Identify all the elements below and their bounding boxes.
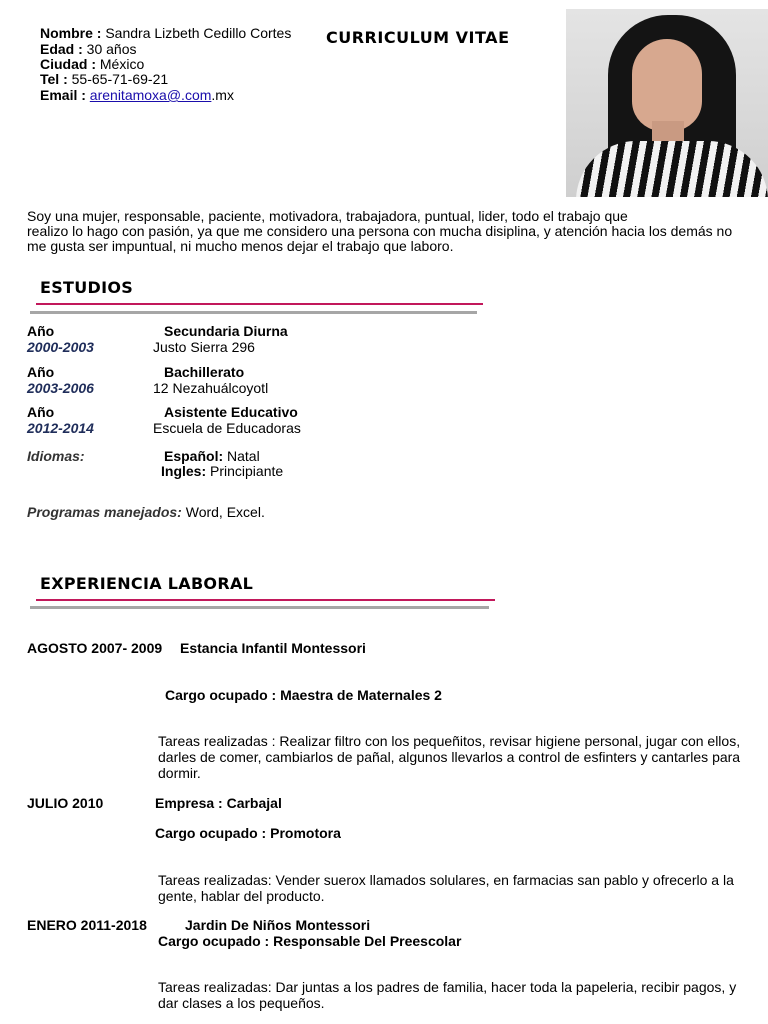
experiencia-rule-gray [30,606,489,609]
estudio-3-years: 2012-2014 [27,420,94,436]
email-label: Email : [40,87,86,103]
idiomas-label: Idiomas: [27,448,85,464]
contact-ciudad [40,56,144,72]
estudios-heading: ESTUDIOS [40,278,134,297]
edad-label: Edad : [40,41,83,57]
email-link[interactable]: arenitamoxa@.com [89,87,212,103]
experiencia-rule-pink [36,599,495,601]
estudio-1-school: Justo Sierra 296 [153,339,255,355]
job-1-company: Estancia Infantil Montessori [180,640,366,656]
idioma-espanol [164,448,260,464]
estudio-1-year-label: Año [27,323,55,339]
job-1-tareas: Tareas realizadas : Realizar filtro con los pequeñitos, revisar higiene personal, jugar con ellos, darles de comer, cambiarlos de pañal, algunos llevarlos a control de esfinters y cantarles para dormir. [158,733,741,781]
estudio-2-year-label: Año [27,364,55,380]
contact-edad [40,41,137,57]
contact-nombre [40,25,291,41]
job-1-date: AGOSTO 2007- 2009 [27,640,163,656]
idioma-2-level: Principiante [210,463,284,479]
job-3-tareas: Tareas realizadas: Dar juntas a los padres de familia, hacer toda la papeleria, recibir pagos, y dar clases a los pequeños. [158,979,737,1011]
tel-value: 55-65-71-69-21 [71,71,169,87]
page-title: CURRICULUM VITAE [326,28,510,47]
tel-label: Tel : [40,71,68,87]
job-2-company: Empresa : Carbajal [155,795,282,811]
summary-line-3: me gusta ser impuntual, ni mucho menos dejar el trabajo que laboro. [27,238,454,254]
experiencia-heading: EXPERIENCIA LABORAL [40,574,254,593]
estudio-2-level: Bachillerato [164,364,245,380]
job-3-company: Jardin De Niños Montessori [185,917,371,933]
estudio-3-level: Asistente Educativo [164,404,298,420]
programas-label: Programas manejados: [27,504,182,520]
job-1-cargo: Cargo ocupado : Maestra de Maternales 2 [165,687,442,703]
programas [27,504,265,520]
job-3-date: ENERO 2011-2018 [27,917,147,933]
idioma-1-level: Natal [227,448,260,464]
profile-photo [566,9,768,197]
estudio-1-years: 2000-2003 [27,339,94,355]
nombre-label: Nombre : [40,25,102,41]
estudio-2-school: 12 Nezahuálcoyotl [153,380,269,396]
estudio-2-years: 2003-2006 [27,380,94,396]
nombre-value: Sandra Lizbeth Cedillo Cortes [105,25,292,41]
estudio-1-level: Secundaria Diurna [164,323,288,339]
ciudad-value: México [99,56,145,72]
idioma-ingles [161,463,283,479]
job-2-date: JULIO 2010 [27,795,104,811]
programas-value: Word, Excel. [185,504,265,520]
contact-email [40,87,234,103]
job-2-cargo: Cargo ocupado : Promotora [155,825,341,841]
estudios-rule-pink [36,303,483,305]
estudios-rule-gray [30,311,477,314]
estudio-3-year-label: Año [27,404,55,420]
ciudad-label: Ciudad : [40,56,96,72]
job-3-cargo: Cargo ocupado : Responsable Del Preescolar [158,933,462,949]
email-suffix: .mx [211,87,234,103]
idioma-2-lang: Ingles: [161,463,207,479]
summary-line-1: Soy una mujer, responsable, paciente, motivadora, trabajadora, puntual, lider, todo el trabajo que [27,208,628,224]
estudio-3-school: Escuela de Educadoras [153,420,301,436]
contact-tel [40,71,168,87]
edad-value: 30 años [86,41,137,57]
job-2-tareas: Tareas realizadas: Vender suerox llamados solulares, en farmacias san pablo y ofrecerlo a la gente, hablar del producto. [158,872,734,904]
summary-line-2: realizo lo hago con pasión, ya que me considero una persona con mucha disiplina, y atención hacia los demás no [27,223,733,239]
idioma-1-lang: Español: [164,448,224,464]
